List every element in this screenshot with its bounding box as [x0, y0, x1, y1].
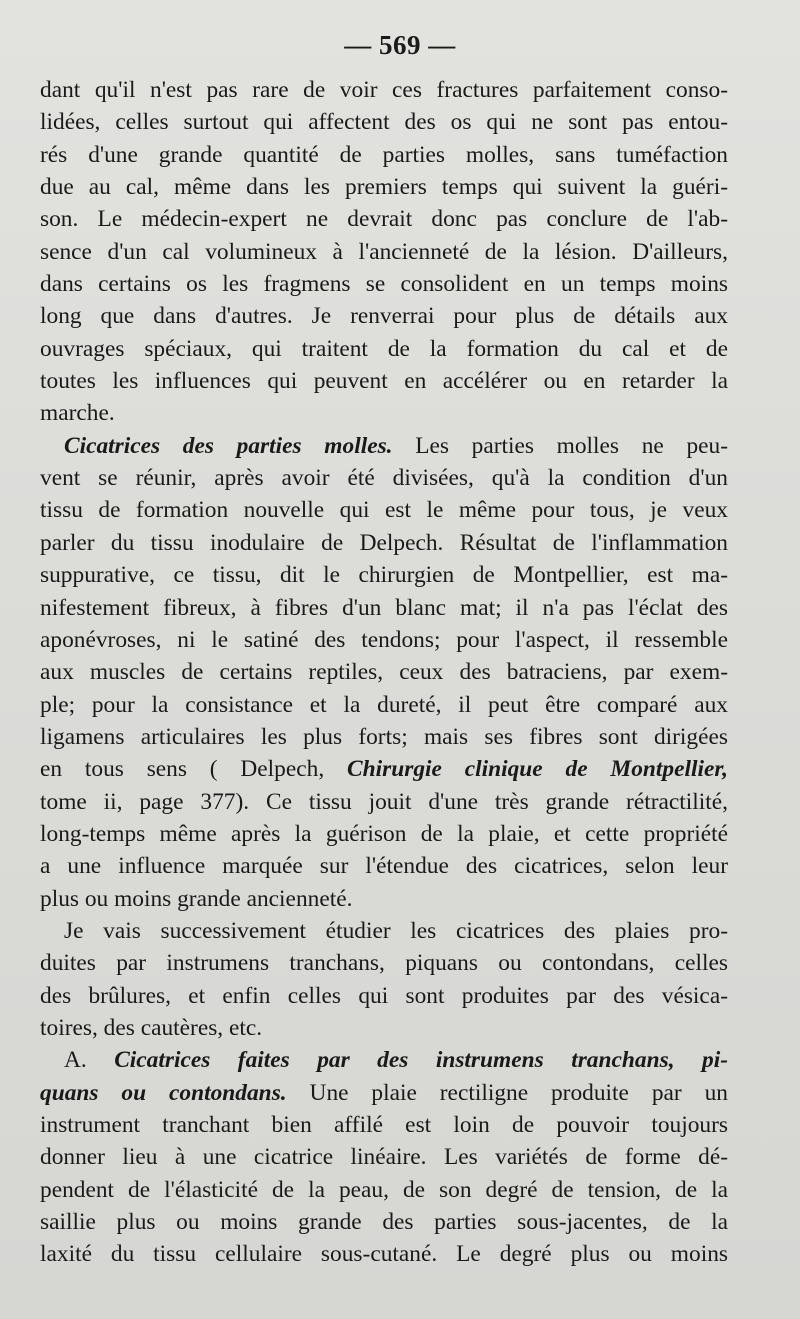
text-run: A.	[64, 1047, 115, 1074]
text-run: ligamens articulaires les plus forts; mais ses fibres sont dirigées	[40, 723, 728, 750]
text-line	[40, 494, 728, 526]
text-run: laxité du tissu cellulaire sous-cutané. Le degré plus ou moins	[40, 1241, 728, 1268]
text-run: nifestement fibreux, à fibres d'un blanc mat; il n'a pas l'éclat des	[40, 594, 728, 621]
text-line	[40, 74, 728, 106]
text-run: pendent de l'élasticité de la peau, de son degré de tension, de la	[40, 1176, 728, 1203]
text-line	[40, 300, 728, 332]
text-run: dant qu'il n'est pas rare de voir ces fractures parfaitement conso-	[40, 77, 728, 103]
text-run: toutes les influences qui peuvent en accélérer ou en retarder la	[40, 368, 728, 395]
text-line	[40, 980, 728, 1012]
paragraph	[40, 430, 728, 915]
text-line	[40, 1077, 728, 1109]
text-line	[40, 559, 728, 591]
text-run: suppurative, ce tissu, dit le chirurgien de Montpellier, est ma-	[40, 562, 728, 589]
italic-heading: Cicatrices des parties molles.	[64, 432, 393, 459]
text-line	[40, 592, 728, 624]
text-run: sence d'un cal volumineux à l'ancienneté de la lésion. D'ailleurs,	[40, 238, 728, 265]
italic-heading: quans ou contondans.	[40, 1079, 287, 1106]
body-text	[40, 74, 728, 1271]
text-run: des brûlures, et enfin celles qui sont produites par des vésica-	[40, 982, 728, 1009]
text-line	[40, 1238, 728, 1270]
text-run: ouvrages spéciaux, qui traitent de la formation du cal et de	[40, 335, 728, 362]
text-run: toires, des cautères, etc.	[40, 1014, 263, 1041]
text-line	[40, 1206, 728, 1238]
text-line	[40, 656, 728, 688]
italic-heading: Cicatrices faites par des instrumens tranchans, pi-	[114, 1047, 728, 1074]
text-run: lidées, celles surtout qui affectent des os qui ne sont pas entou-	[40, 109, 728, 136]
text-run: marche.	[40, 400, 115, 427]
text-line	[40, 527, 728, 559]
text-run: duites par instrumens tranchans, piquans ou contondans, celles	[40, 950, 728, 977]
text-line	[40, 268, 728, 300]
text-line	[40, 139, 728, 171]
text-line	[40, 689, 728, 721]
text-line	[40, 624, 728, 656]
text-run: son. Le médecin-expert ne devrait donc pas conclure de l'ab-	[40, 206, 728, 233]
text-line	[40, 333, 728, 365]
text-run: instrument tranchant bien affilé est loin de pouvoir toujours	[40, 1112, 728, 1138]
text-run: vent se réunir, après avoir été divisées, qu'à la condition d'un	[40, 465, 728, 492]
text-line	[40, 236, 728, 268]
text-line	[40, 915, 728, 947]
text-line	[40, 1174, 728, 1206]
text-line	[40, 203, 728, 235]
page-number: — 569 —	[344, 30, 456, 60]
text-run: Les parties molles ne peu-	[392, 432, 729, 459]
text-run: saillie plus ou moins grande des parties sous-jacentes, de la	[40, 1209, 728, 1236]
text-line	[40, 365, 728, 397]
text-run: a une influence marquée sur l'étendue des cicatrices, selon leur	[40, 853, 728, 880]
text-line	[40, 430, 728, 462]
text-run: Une plaie rectiligne produite par un	[286, 1079, 728, 1106]
text-line	[40, 1044, 728, 1076]
text-line	[40, 753, 728, 785]
text-line	[40, 171, 728, 203]
paragraph	[40, 1044, 728, 1270]
text-run: aux muscles de certains reptiles, ceux des batraciens, par exem-	[40, 659, 728, 686]
text-line	[40, 1141, 728, 1173]
text-line	[40, 721, 728, 753]
text-run: rés d'une grande quantité de parties molles, sans tuméfaction	[40, 141, 728, 168]
paragraph	[40, 915, 728, 1044]
text-run: donner lieu à une cicatrice linéaire. Les variétés de forme dé-	[40, 1144, 728, 1171]
text-line	[40, 786, 728, 818]
text-run: Je vais successivement étudier les cicatrices des plaies pro-	[64, 917, 728, 944]
text-line	[40, 883, 728, 915]
text-line	[40, 462, 728, 494]
text-line	[40, 106, 728, 138]
text-run: en tous sens ( Delpech,	[40, 756, 347, 783]
text-run: parler du tissu inodulaire de Delpech. Résultat de l'inflammation	[40, 529, 728, 556]
text-run: long-temps même après la guérison de la plaie, et cette propriété	[40, 820, 728, 847]
text-line	[40, 818, 728, 850]
text-line	[40, 1109, 728, 1141]
text-run: tissu de formation nouvelle qui est le même pour tous, je veux	[40, 497, 728, 524]
italic-heading: Chirurgie clinique de Montpellier,	[347, 756, 729, 783]
text-run: ple; pour la consistance et la dureté, il peut être comparé aux	[40, 691, 728, 718]
text-line	[40, 850, 728, 882]
text-run: dans certains os les fragmens se consolident en un temps moins	[40, 271, 728, 298]
paragraph	[40, 74, 728, 430]
text-line	[40, 1012, 728, 1044]
text-line	[40, 397, 728, 429]
text-run: aponévroses, ni le satiné des tendons; pour l'aspect, il ressemble	[40, 626, 728, 653]
text-run: plus ou moins grande ancienneté.	[40, 885, 353, 912]
text-run: tome ii, page 377). Ce tissu jouit d'une très grande rétractilité,	[40, 788, 728, 815]
text-run: long que dans d'autres. Je renverrai pour plus de détails aux	[40, 303, 728, 330]
text-run: due au cal, même dans les premiers temps qui suivent la guéri-	[40, 174, 728, 201]
text-line	[40, 947, 728, 979]
